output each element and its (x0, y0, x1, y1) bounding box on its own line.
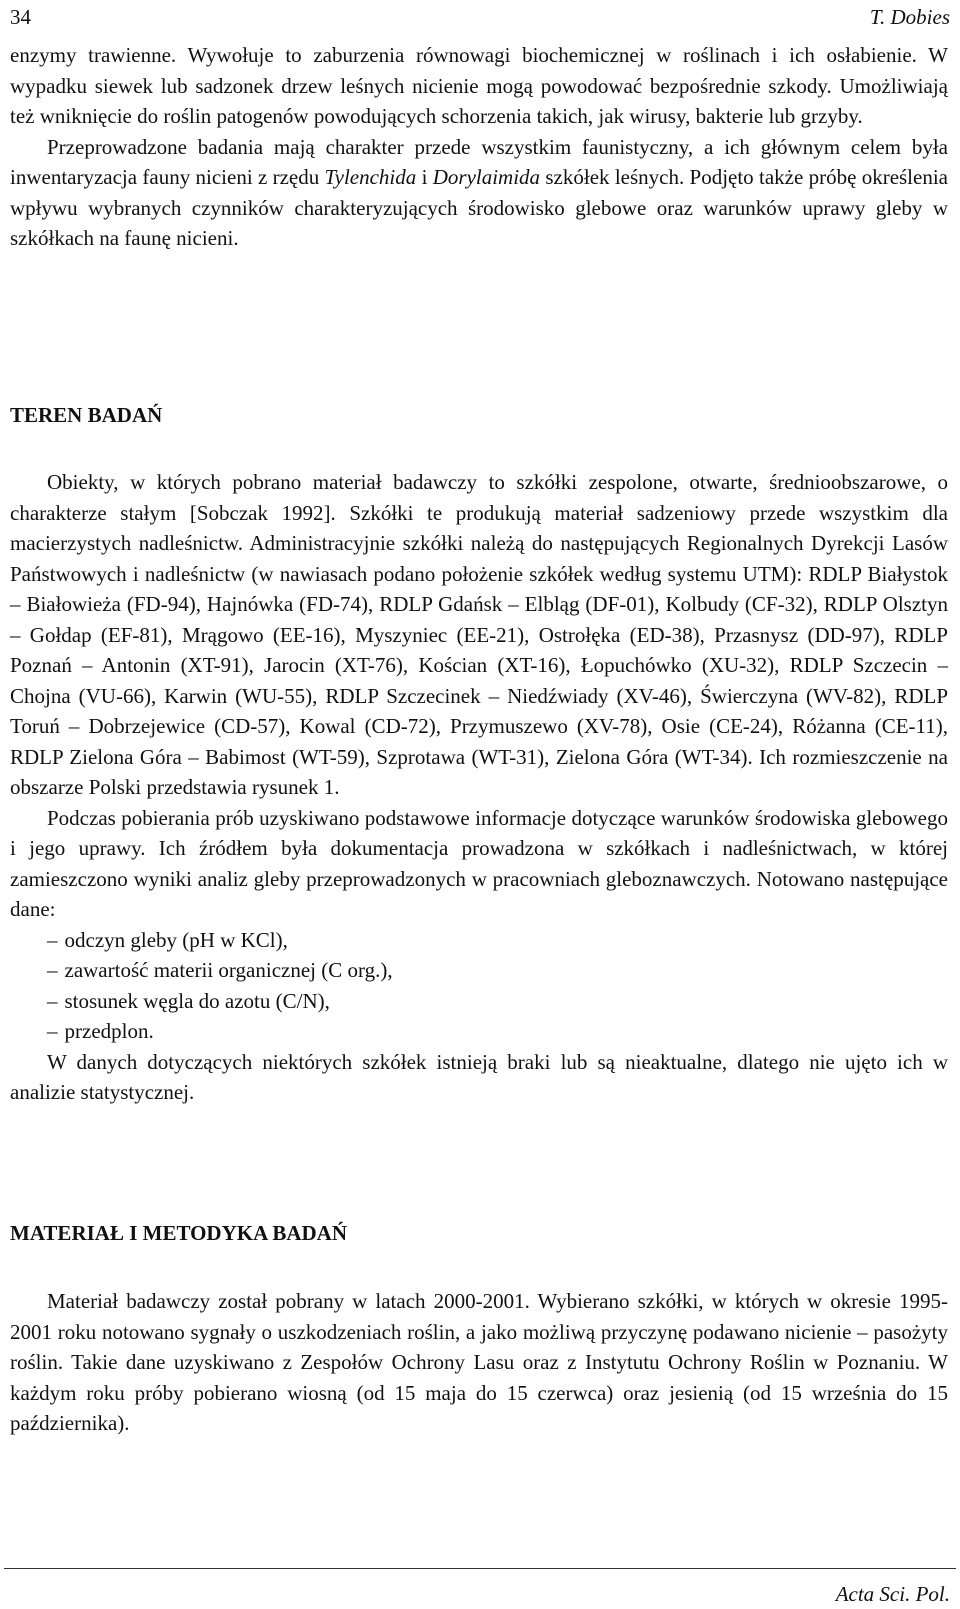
list-item-text: zawartość materii organicznej (C org.), (64, 958, 393, 982)
material-block (10, 1286, 948, 1439)
section-heading-material-i-metodyka: MATERIAŁ I METODYKA BADAŃ (10, 1221, 348, 1245)
list-dash: – (47, 927, 58, 952)
list-dash: – (47, 1019, 58, 1043)
intro-paragraph-2 (10, 132, 948, 254)
intro-paragraph-2-conjunction: i (416, 165, 433, 189)
teren-paragraph-2: Podczas pobierania prób uzyskiwano podstawowe informacje dotyczące warunków środowiska glebowego i jego uprawy. Ich źródłem była dokumentacja prowadzona w szkółkach i nadleśnictwach, w której zamieszczono wyniki analiz gleby przeprowadzonych w pracowniach gleboznawczych. Notowano następujące dane: (10, 805, 948, 921)
teren-paragraph-1: Obiekty, w których pobrano materiał badawczy to szkółki zespolone, otwarte, średnioobszarowe, o charakterze stałym [Sobczak 1992]. Szkółki te produkują materiał sadzeniowy przede wszystkim dla macierzystych nadleśnictw. Administracyjnie szkółki należą do następujących Regionalnych Dyrekcji Lasów Państwowych i nadleśnictw (w nawiasach podano położenie szkółek według systemu UTM): RDLP Białystok – Białowieża (FD-94), Hajnówka (FD-74), RDLP Gdańsk – Elbląg (DF-01), Kolbudy (CF-32), RDLP Olsztyn – Gołdap (EF-81), Mrągowo (EE-16), Myszyniec (EE-21), Ostrołęka (ED-38), Przasnysz (DD-97), RDLP Poznań – Antonin (XT-91), Jarocin (XT-76), Kościan (XT-16), Łopuchówko (XU-32), RDLP Szczecin – Chojna (VU-66), Karwin (WU-55), RDLP Szczecinek – Niedźwiady (XV-46), Świerczyna (WV-82), RDLP Toruń – Dobrzejewice (CD-57), Kowal (CD-72), Przymuszewo (XV-78), Osie (CE-24), Różanna (CE-11), RDLP Zielona Góra – Babimost (WT-59), Szprotawa (WT-31), Zielona Góra (WT-34). Ich rozmieszczenie na obszarze Polski przedstawia rysunek 1. (10, 470, 948, 799)
footer-divider (4, 1568, 956, 1569)
list-item (10, 955, 948, 986)
material-paragraph-1: Materiał badawczy został pobrany w latach 2000-2001. Wybierano szkółki, w których w okresie 1995-2001 roku notowano sygnały o uszkodzeniach roślin, a jako możliwą przyczynę podawano nicienie – pasożyty roślin. Takie dane uzyskiwano z Zespołów Ochrony Lasu oraz z Instytutu Ochrony Roślin w Poznaniu. W każdym roku próby pobierano wiosną (od 15 maja do 15 czerwca) oraz jesienią (od 15 września do 15 października). (10, 1289, 948, 1435)
running-head-author: T. Dobies (869, 5, 950, 29)
teren-paragraph-3: W danych dotyczących niektórych szkółek istnieją braki lub są nieaktualne, dlatego nie ujęto ich w analizie statystycznej. (10, 1049, 948, 1104)
intro-paragraph-2-text-a: Przeprowadzone badania mają charakter przede wszystkim faunistyczny, a ich głównym celem była inwentaryzacja fauny nicieni z rzędu (10, 134, 948, 189)
taxon-dorylaimida: Dorylaimida (432, 165, 541, 189)
intro-block (10, 40, 948, 254)
list-dash: – (47, 988, 58, 1013)
taxon-tylenchida: Tylenchida (324, 165, 417, 189)
intro-paragraph-2-text-b: szkółek leśnych. Podjęto także próbę określenia wpływu wybranych czynników charakteryzujących środowisko glebowe oraz warunków uprawy gleby w szkółkach na faunę nicieni. (10, 165, 948, 250)
list-item (10, 986, 948, 1017)
section-heading-teren-badan: TEREN BADAŃ (10, 403, 163, 427)
page-number: 34 (10, 5, 31, 29)
footer-journal-name: Acta Sci. Pol. (835, 1582, 950, 1606)
running-head (10, 2, 950, 32)
intro-paragraph-1: enzymy trawienne. Wywołuje to zaburzenia równowagi biochemicznej w roślinach i ich osłabienie. W wypadku siewek lub sadzonek drzew leśnych nicienie mogą powodować bezpośrednie szkody. Umożliwiają też wniknięcie do roślin patogenów powodujących schorzenia takich, jak wirusy, bakterie lub grzyby. (10, 43, 948, 128)
soil-data-list (10, 925, 948, 1047)
list-item-text: przedplon. (64, 1019, 154, 1043)
list-item (10, 1016, 948, 1047)
list-item-text: stosunek węgla do azotu (C/N), (64, 988, 330, 1013)
teren-badan-block (10, 467, 948, 1108)
list-dash: – (47, 958, 58, 982)
list-item (10, 925, 948, 956)
list-item-text: odczyn gleby (pH w KCl), (64, 927, 288, 952)
